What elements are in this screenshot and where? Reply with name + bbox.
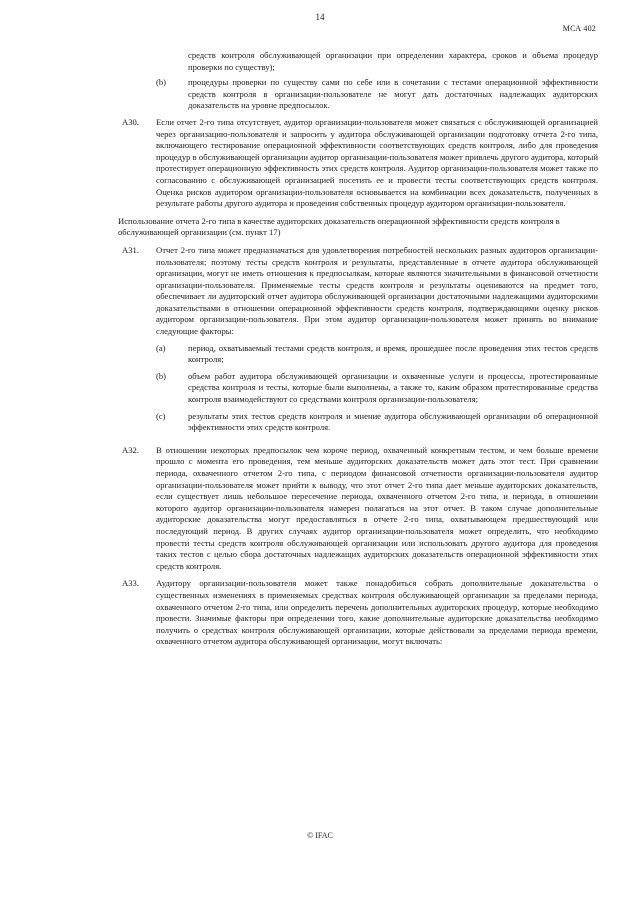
list-item [156,77,598,112]
list-item [156,343,598,366]
list-item [156,371,598,406]
list-item-label: (a) [156,342,166,353]
document-code: МСА 402 [562,24,596,33]
intro-list [156,77,598,112]
paragraph-number: A30. [122,116,139,127]
paragraph-a31 [118,245,598,439]
paragraph-number: A32. [122,444,139,455]
list-item-label: (b) [156,77,167,88]
paragraph-text: Отчет 2-го типа может предназначаться для удовлетворения потребностей нескольких разных аудиторов организации-пользователя; поэтому тесты средств контроля и результаты, представленные в отчете аудитора обслуживающей организации, могут не иметь отношения к предпосылкам, которые являются значительными в финансовой отчетности организации-пользователя. Применяемые тесты средств контроля и результаты оцениваются на предмет того, обеспечивает ли аудиторский отчет аудитора обслуживающей организации достаточными надлежащими аудиторскими доказательствами в отношении операционной эффективности средств контроля, подтверждающими оценку рисков аудитором организации-пользователя. При этом аудитор организации-пользователя может принять во внимание следующие факторы: [156,244,598,337]
page-number: 14 [315,12,325,22]
paragraph-number: A33. [122,578,139,589]
list-item-label: (c) [156,410,166,421]
paragraph-a30 [118,117,598,210]
paragraph-text: Если отчет 2-го типа отсутствует, аудитор организации-пользователя может связаться с обслуживающей организацией через организацию-пользователя и запросить у аудитора обслуживающей организации подготовку отчета 2-го типа, включающего тестирование операционной эффективности соответствующих средств контроля, либо для проведения процедур в обслуживающей организации аудитор организации-пользователя может привлечь другого аудитора, который протестирует операционную эффективность этих средств контроля. Аудитор организации-пользователя может также по согласованию с обслуживающей организацией посетить ее и провести тесты соответствующих средств контроля. Оценка рисков аудитором организации-пользователя основывается на комбинации всех доказательств, полученных в результате работы другого аудитора и проведения собственных процедур аудитором организации-пользователя. [156,116,598,209]
list-item-text: результаты этих тестов средств контроля и мнение аудитора обслуживающей организации об операционной эффективности этих средств контроля. [188,410,598,433]
continuation-text: средств контроля обслуживающей организации при определении характера, сроков и объема процедур проверки по существу); [188,50,598,72]
page-content [118,50,598,654]
paragraph-text: Аудитору организации-пользователя может также понадобиться собрать дополнительные доказательства о существенных изменениях в применяемых средствах контроля обслуживающей организации за пределами периода, охваченного отчетом 2-го типа, или определить перечень дополнительных аудиторских процедур, которые необходимо провести. Значимые факторы при определении того, какие дополнительные аудиторские доказательства необходимо получить о средствах контроля обслуживающей организации, которые действовали за пределами периода времени, охваченного отчетом аудитора обслуживающей организации, могут включать: [156,578,598,647]
paragraph-text: В отношении некоторых предпосылок чем короче период, охваченный конкретным тестом, и чем больше времени прошло с момента его проведения, тем меньше аудиторских доказательств может дать этот тест. При сравнении периода, охваченного отчетом 2-го типа, с периодом финансовой отчетности организации-пользователя аудитор организации-пользователя может прийти к выводу, что этот отчет 2-го типа дает меньше аудиторских доказательств, если существует лишь небольшое пересечение периода, охваченного отчетом 2-го типа, и периода, в отношении которого аудитор организации-пользователя намерен полагаться на этот отчет. В таком случае дополнительные аудиторские доказательства могут предоставляться в отчете 2-го типа, охватывающем предшествующий или последующий период. В других случаях аудитор организации-пользователя может определить, что необходимо провести тесты средств контроля обслуживающей организации или использовать другого аудитора для проведения таких тестов с целью сбора достаточных надлежащих аудиторских доказательств операционной эффективности этих средств контроля. [156,444,598,571]
list-item-text: объем работ аудитора обслуживающей организации и охваченные услуги и процессы, протестированные средства контроля и тесты, которые были выполнены, а также то, каким образом протестированные средства контроля взаимодействуют со средствами контроля организации-пользователя; [188,370,598,405]
list-item [156,411,598,434]
list-item-label: (b) [156,370,167,381]
paragraph-a32 [118,445,598,573]
factor-list [156,343,598,434]
paragraph-number: A31. [122,244,139,255]
section-heading: Использование отчета 2-го типа в качестве аудиторских доказательств операционной эффективности средств контроля в обслуживающей организации (см. пункт 17) [118,215,560,238]
list-item-text: процедуры проверки по существу сами по себе или в сочетании с тестами операционной эффективности средств контроля в организации-пользователе не могут дать достаточных надлежащих аудиторских доказательств на уровне предпосылок. [188,77,598,111]
paragraph-a33 [118,578,598,648]
footer-copyright: © IFAC [307,831,333,840]
list-item-text: период, охватываемый тестами средств контроля, и время, прошедшее после проведения этих тестов средств контроля; [188,342,598,365]
paragraph-body [156,245,598,439]
